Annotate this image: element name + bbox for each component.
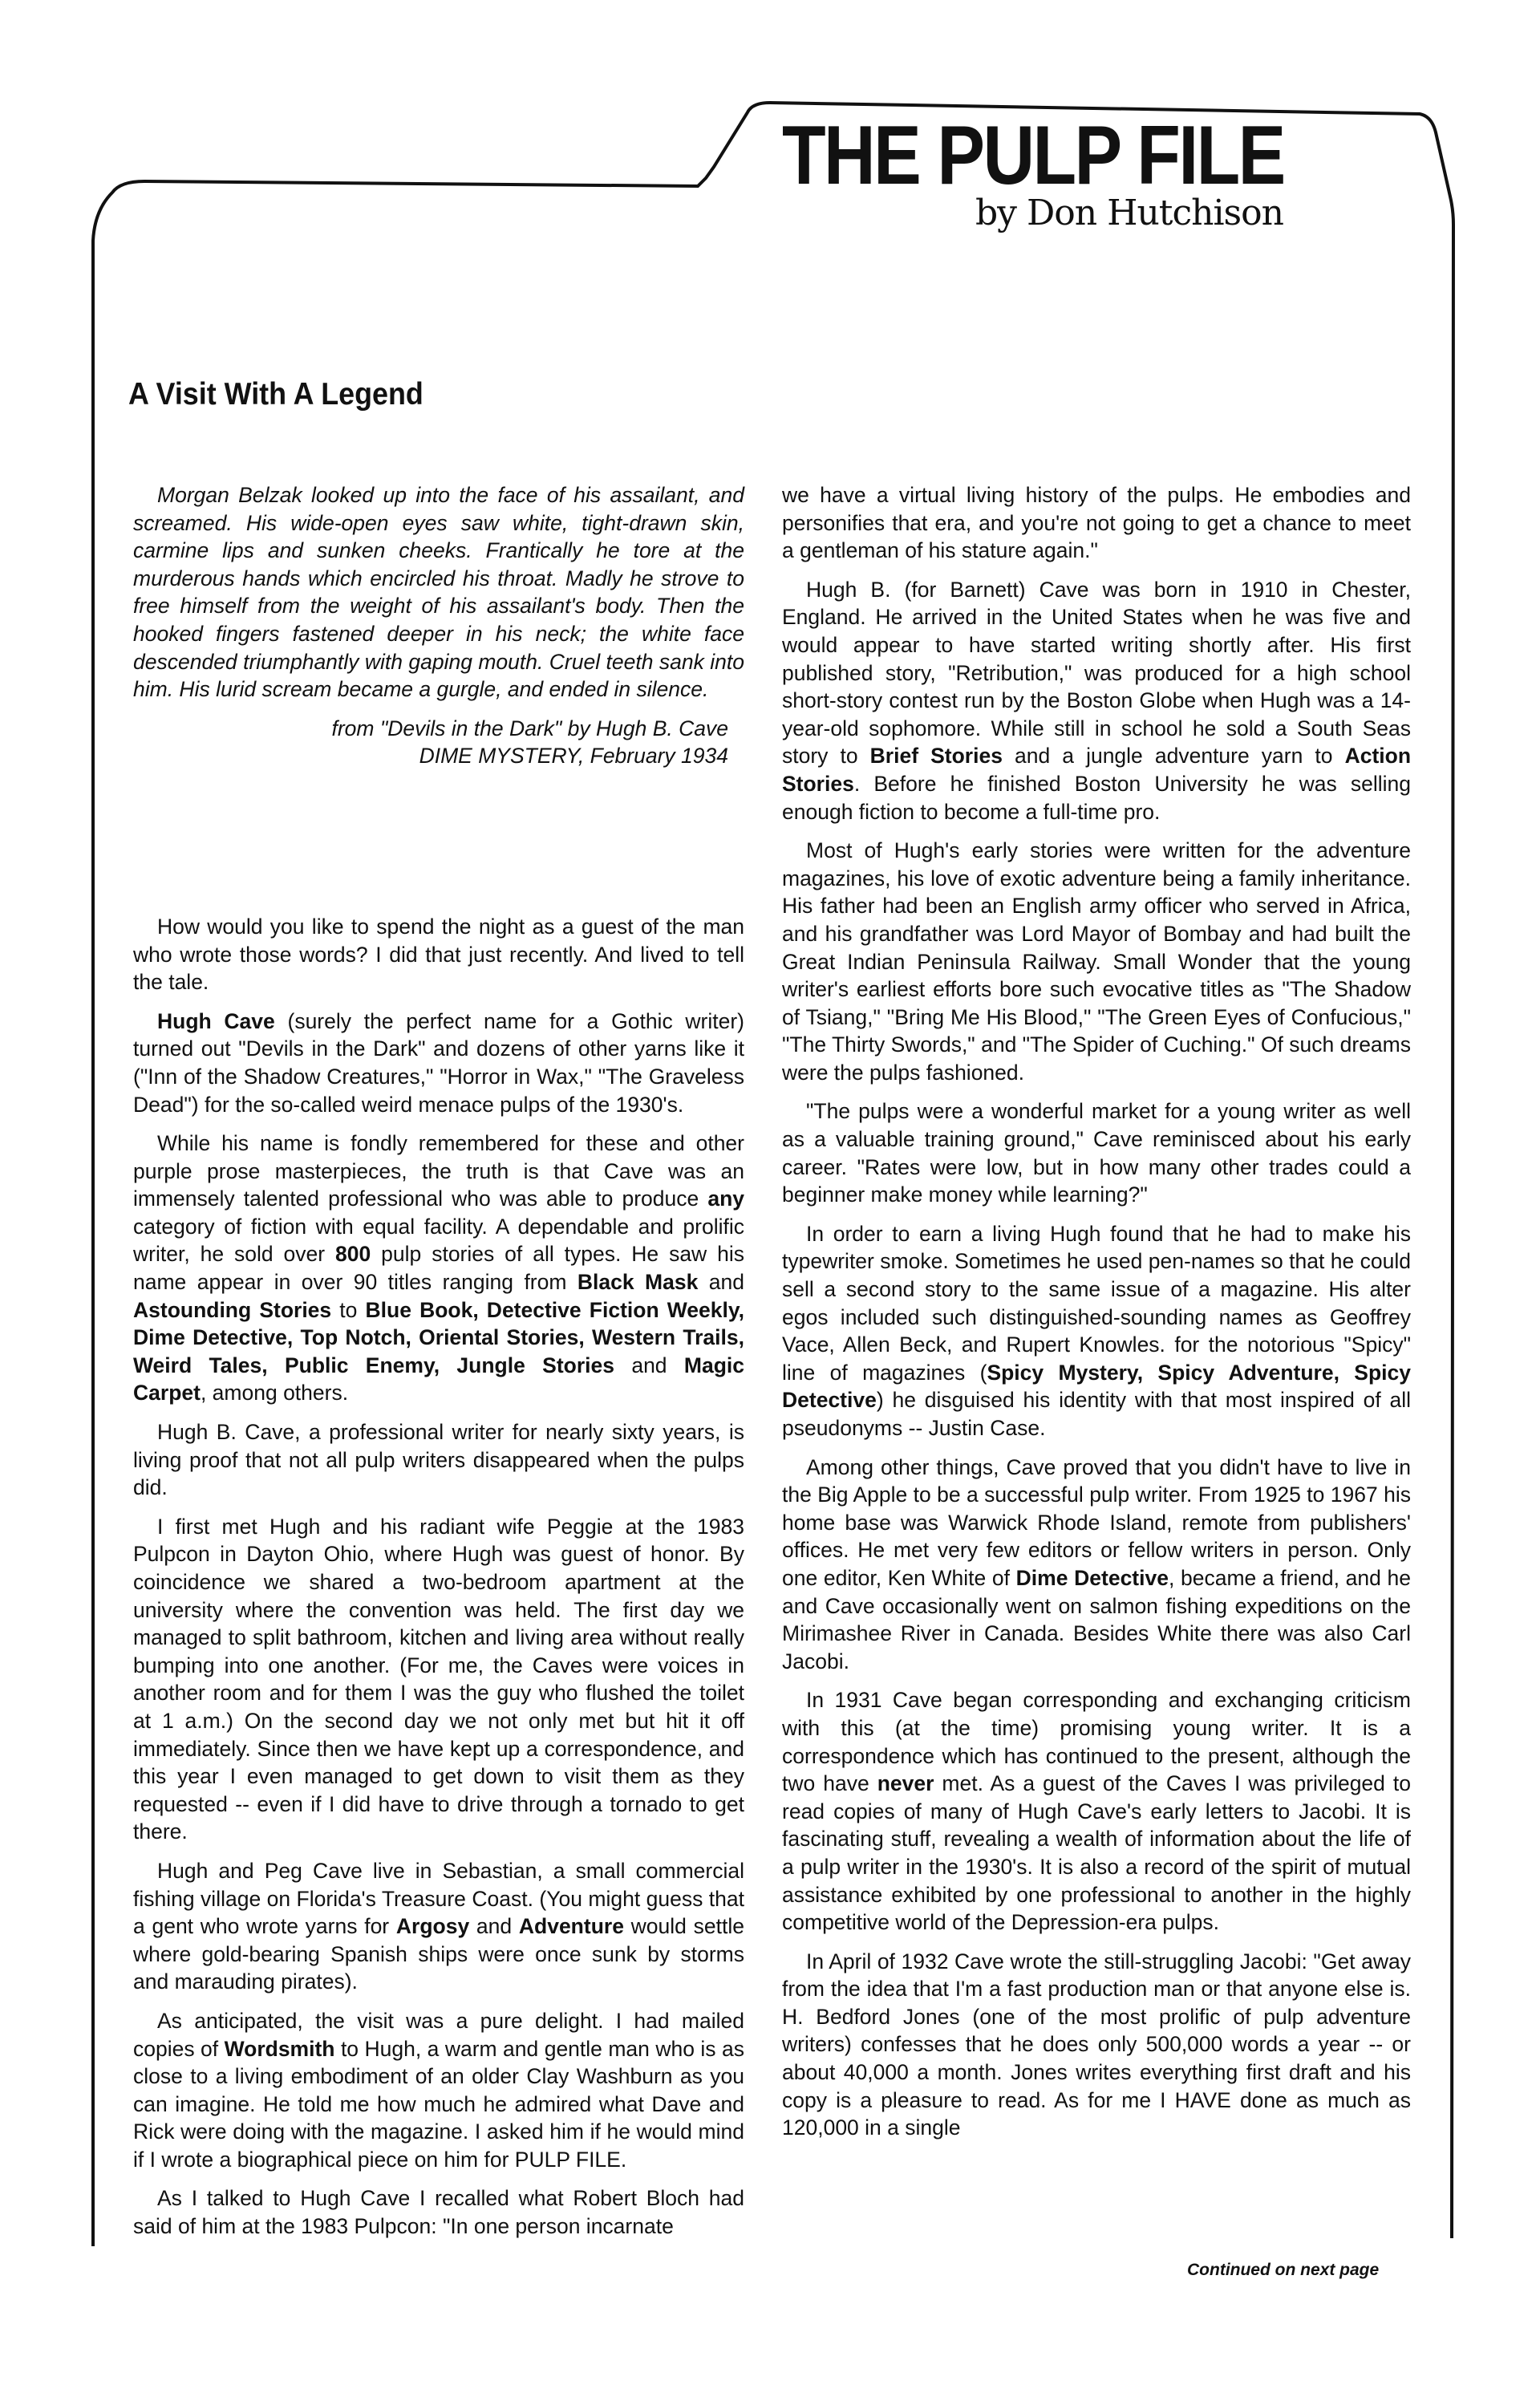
paragraph-text: to bbox=[331, 1297, 366, 1322]
epigraph-source-line: DIME MYSTERY, February 1934 bbox=[419, 744, 728, 769]
body-paragraph bbox=[133, 1130, 744, 1407]
epigraph bbox=[133, 481, 744, 770]
bold-title-text: Magic Carpet bbox=[133, 1353, 744, 1405]
article-heading: A Visit With A Legend bbox=[128, 377, 424, 412]
paragraph-text: Among other things, Cave proved that you didn't have to live in the Big Apple to be a successful pulp writer. From 1925 to 1967 his home base was Warwick Rhode Island, remote from publishers' offices. He met very few editors or fellow writers in person. Only one editor, Ken White of bbox=[782, 1454, 1411, 1590]
bold-title-text: Black Mask bbox=[577, 1270, 699, 1295]
body-paragraph bbox=[782, 576, 1411, 825]
bold-title-text: Dime Detective bbox=[1015, 1565, 1169, 1590]
paragraph-text: and a jungle adventure yarn to bbox=[1002, 744, 1345, 769]
bold-title-text: Brief Stories bbox=[869, 744, 1003, 769]
paragraph-text: and bbox=[469, 1914, 519, 1939]
column-title: THE PULP FILE bbox=[782, 109, 1284, 202]
author-byline: by Don Hutchison bbox=[975, 193, 1283, 233]
paragraph-text: and bbox=[698, 1270, 745, 1295]
paragraph-text: "The pulps were a wonderful market for a young writer as well as a valuable training ground," Cave reminisced about his early career. "Rates were low, but in how many other trades could a beginner make money while learning?" bbox=[782, 1099, 1411, 1207]
paragraph-text: Hugh and Peg Cave live in Sebastian, a small commercial fishing village on Florida's Treasure Coast. (You might guess that a gent who wrote yarns for bbox=[133, 1858, 744, 1939]
bold-title-text: Spicy Mystery, Spicy Adventure, Spicy Detective bbox=[782, 1360, 1411, 1413]
right-body bbox=[782, 481, 1411, 2142]
paragraph-text: How would you like to spend the night as a guest of the man who wrote those words? I did that just recently. And lived to tell the tale. bbox=[133, 914, 744, 995]
bold-title-text: Argosy bbox=[395, 1914, 470, 1939]
paragraph-text: I first met Hugh and his radiant wife Peggie at the 1983 Pulpcon in Dayton Ohio, where Hugh was guest of honor. By coincidence we shared a two-bedroom apartment at the university where the convention was held. The first day we managed to split bathroom, kitchen and living area without really bumping into one another. (For me, the Caves were voices in another room and for them I was the guy who flushed the toilet at 1 a.m.) On the second day we not only met but hit it off immediately. Since then we have kept up a correspondence, and this year I even managed to get down to visit them as they requested -- even if I did have to drive through a tornado to get there. bbox=[133, 1514, 744, 1844]
paragraph-text: As I talked to Hugh Cave I recalled what Robert Bloch had said of him at the 1983 Pulpcon: "In one person incarnate bbox=[133, 2186, 744, 2239]
continued-note: Continued on next page bbox=[1187, 2261, 1380, 2279]
bold-title-text: Astounding Stories bbox=[133, 1297, 332, 1322]
paragraph-text: ) he disguised his identity with that most inspired of all pseudonyms -- Justin Case. bbox=[782, 1388, 1411, 1440]
bold-title-text: Blue Book, Detective Fiction Weekly, Dime Detective, Top Notch, Oriental Stories, Western Trails, Weird Tales, Public Enemy, Jungle Stories bbox=[133, 1297, 744, 1377]
paragraph-text: Hugh B. Cave, a professional writer for nearly sixty years, is living proof that not all pulp writers disappeared when the pulps did. bbox=[133, 1420, 744, 1500]
left-body bbox=[133, 913, 744, 2241]
paragraph-text: (surely the perfect name for a Gothic writer) turned out "Devils in the Dark" and dozens of other yarns like it ("Inn of the Shadow Creatures," "Horror in Wax," "The Graveless Dead") for the so-called weird menace pulps of the 1930's. bbox=[133, 1008, 745, 1117]
bold-title-text: Wordsmith bbox=[224, 2036, 335, 2061]
body-paragraph bbox=[782, 481, 1411, 565]
paragraph-text: In 1931 Cave began corresponding and exchanging criticism with this (at the time) promising young writer. It is a correspondence which has continued to the present, although the two have bbox=[782, 1688, 1411, 1796]
body-paragraph bbox=[782, 1686, 1411, 1936]
body-paragraph bbox=[133, 2184, 744, 2240]
body-paragraph bbox=[133, 1857, 744, 1996]
body-paragraph bbox=[782, 1097, 1411, 1208]
body-paragraph bbox=[782, 1220, 1411, 1442]
paragraph-text: , became a friend, and he and Cave occasionally went on salmon fishing expeditions on the Mirimashee River in Canada. Besides White there was also Carl Jacobi. bbox=[782, 1565, 1411, 1673]
bold-title-text: Action Stories bbox=[782, 744, 1411, 796]
paragraph-text: met. As a guest of the Caves I was privileged to read copies of many of Hugh Cave's early letters to Jacobi. It is fascinating stuff, revealing a wealth of information about the life of a pulp writer in the 1930's. It is also a record of the spirit of mutual assistance exhibited by one professional to another in the highly competitive world of the Depression-era pulps. bbox=[782, 1771, 1411, 1935]
left-column bbox=[133, 481, 744, 2252]
paragraph-text: As anticipated, the visit was a pure delight. I had mailed copies of bbox=[133, 2008, 744, 2061]
paragraph-text: and bbox=[614, 1353, 684, 1377]
paragraph-text: would settle where gold-bearing Spanish ships were once sunk by storms and marauding pirates). bbox=[133, 1914, 744, 1994]
epigraph-source-line: from "Devils in the Dark" by Hugh B. Cave bbox=[331, 716, 728, 740]
paragraph-text: . Before he finished Boston University he was selling enough fiction to become a full-time pro. bbox=[782, 771, 1411, 824]
body-paragraph bbox=[782, 837, 1411, 1086]
bold-title-text: 800 bbox=[335, 1242, 371, 1267]
paragraph-text: In order to earn a living Hugh found that he had to make his typewriter smoke. Sometimes he used pen-names so that he could sell a second story to the same issue of a magazine. His alter egos included such distinguished-sounding names as Geoffrey Vace, Allen Beck, and Rupert Knowles. for the notorious "Spicy" line of magazines ( bbox=[782, 1221, 1411, 1385]
bold-title-text: any bbox=[707, 1186, 744, 1211]
paragraph-text: to Hugh, a warm and gentle man who is as close to a living embodiment of an older Clay Washburn as you can imagine. He told me how much he admired what Dave and Rick were doing with the magazine. I asked him if he would mind if I wrote a biographical piece on him for PULP FILE. bbox=[133, 2036, 744, 2172]
bold-title-text: Hugh Cave bbox=[157, 1008, 275, 1033]
paragraph-text: category of fiction with equal facility. A dependable and prolific writer, he sold over bbox=[133, 1214, 744, 1267]
epigraph-text: Morgan Belzak looked up into the face of his assailant, and screamed. His wide-open eyes saw white, tight-drawn skin, carmine lips and sunken cheeks. Frantically he tore at the murderous hands which encircled his throat. Madly he strove to free himself from the weight of his assailant's body. Then the hooked fingers fastened deeper in his neck; the white face descended triumphantly with gaping mouth. Cruel teeth sank into him. His lurid scream became a gurgle, and ended in silence. bbox=[133, 483, 744, 702]
bold-title-text: never bbox=[877, 1771, 934, 1796]
paragraph-text: Hugh B. (for Barnett) Cave was born in 1910 in Chester, England. He arrived in the United States when he was five and would appear to have started writing shortly after. His first published story, "Retribution," was produced for a high school short-story contest run by the Boston Globe when Hugh was a 14-year-old sophomore. While still in school he sold a South Seas story to bbox=[782, 577, 1411, 769]
paragraph-text: In April of 1932 Cave wrote the still-struggling Jacobi: "Get away from the idea that I'm a fast production man or that anyone else is. H. Bedford Jones (one of the most prolific of pulp adventure writers) confesses that he does only 500,000 words a year -- or about 40,000 a month. Jones writes everything first draft and his copy is a pleasure to read. As for me I HAVE done as much as 120,000 in a single bbox=[782, 1949, 1411, 2140]
paragraph-text: While his name is fondly remembered for these and other purple prose masterpieces, the truth is that Cave was an immensely talented professional who was able to produce bbox=[133, 1131, 744, 1211]
right-column bbox=[782, 481, 1411, 2153]
bold-title-text: Adventure bbox=[518, 1914, 624, 1939]
paragraph-text: we have a virtual living history of the pulps. He embodies and personifies that era, and you're not going to get a chance to meet a gentleman of his stature again." bbox=[782, 483, 1411, 563]
body-paragraph bbox=[133, 2007, 744, 2174]
body-paragraph bbox=[782, 1948, 1411, 2142]
paragraph-text: , among others. bbox=[200, 1381, 349, 1405]
body-paragraph bbox=[782, 1454, 1411, 1676]
paragraph-text: pulp stories of all types. He saw his name appear in over 90 titles ranging from bbox=[133, 1242, 744, 1295]
body-paragraph bbox=[133, 913, 744, 996]
paragraph-text: Most of Hugh's early stories were written for the adventure magazines, his love of exotic adventure being a family inheritance. His father had been an English army officer who served in Africa, and his grandfather was Lord Mayor of Bombay and had built the Great Indian Peninsula Railway. Small Wonder that the young writer's earliest efforts bore such evocative titles as "The Shadow of Tsiang," "Bring Me His Blood," "The Green Eyes of Confucious," "The Thirty Swords," and "The Spider of Cuching." Of such dreams were the pulps fashioned. bbox=[782, 838, 1411, 1085]
body-paragraph bbox=[133, 1418, 744, 1502]
body-paragraph bbox=[133, 1008, 744, 1118]
body-paragraph bbox=[133, 1513, 744, 1846]
epigraph-source bbox=[133, 715, 744, 770]
